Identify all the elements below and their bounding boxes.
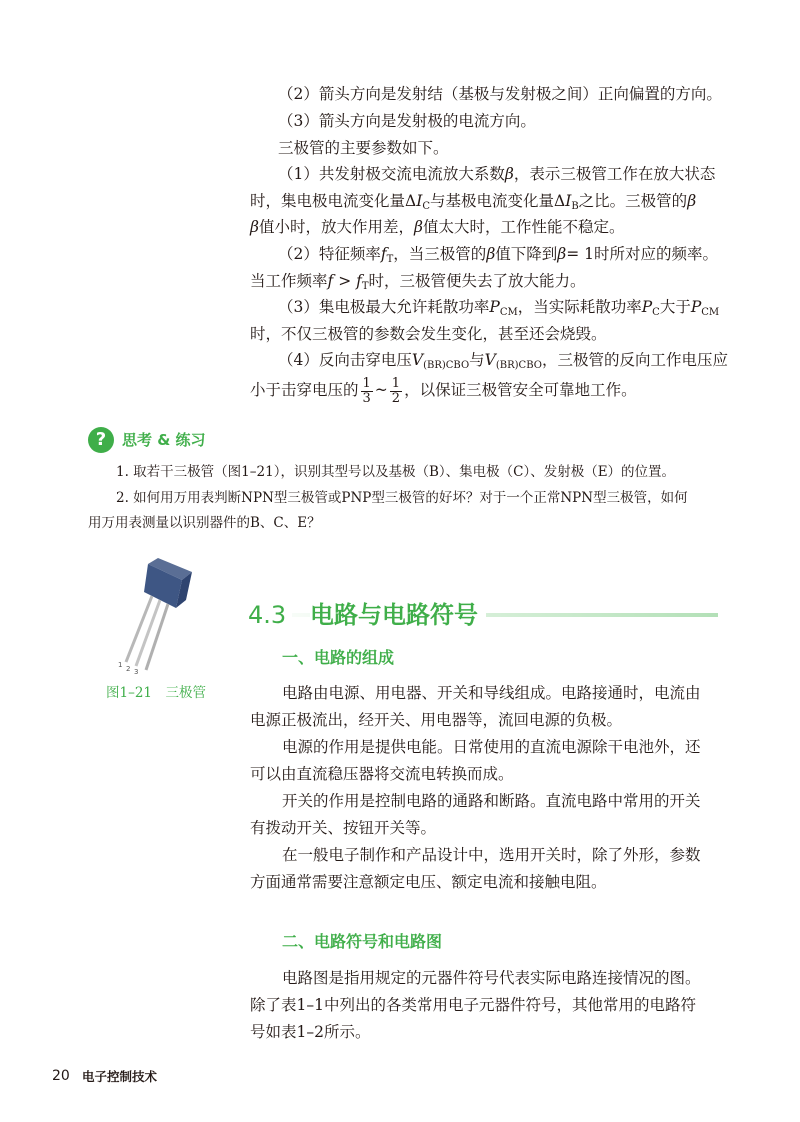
- exercise-question-2-cont: 用万用表测量以识别器件的B、C、E？: [88, 515, 321, 531]
- param-2-line-2: 当工作频率$f > f_T$时，三极管便失去了放大能力。: [250, 272, 586, 292]
- section-number: 4.3: [248, 598, 292, 632]
- exercise-question-1: 1. 取若干三极管（图1–21），识别其型号以及基极（B）、集电极（C）、发射极（E）的位置。: [116, 464, 676, 480]
- transistor-pin: [146, 604, 168, 670]
- para-line: （3）箭头方向是发射极的电流方向。: [278, 112, 536, 130]
- fraction-one-third: $\frac{1}{3}$: [362, 375, 371, 406]
- param-1-line-3: β值小时，放大作用差，β值太大时，工作性能不稳定。: [250, 218, 625, 236]
- param-1-line-2: 时，集电极电流变化量$\Delta I_C$与基极电流变化量$\Delta I_B$之比。三极管的β: [250, 192, 697, 212]
- fraction-one-half: $\frac{1}{2}$: [391, 375, 401, 406]
- exercise-question-2: 2. 如何用万用表判断NPN型三极管或PNP型三极管的好坏？对于一个正常NPN型三极管，如何: [116, 490, 688, 506]
- pin-label: 1: [118, 661, 123, 669]
- para-line: 三极管的主要参数如下。: [278, 139, 449, 157]
- para-line: （2）箭头方向是发射结（基极与发射极之间）正向偏置的方向。: [278, 85, 722, 103]
- book-title: 电子控制技术: [82, 1069, 158, 1084]
- body-line: 除了表1–1中列出的各类常用电子元器件符号，其他常用的电路符: [250, 996, 696, 1014]
- pin-label: 2: [126, 665, 131, 673]
- figure-caption: 图1–21 三极管: [106, 685, 207, 701]
- body-line: 开关的作用是控制电路的通路和断路。直流电路中常用的开关: [282, 792, 701, 810]
- body-line: 号如表1–2所示。: [250, 1023, 371, 1041]
- param-3-line-1: （3）集电极最大允许耗散功率$P_{CM}$，当实际耗散功率$P_C$大于$P_{CM}$: [278, 298, 720, 318]
- body-line: 电源的作用是提供电能。日常使用的直流电源除干电池外，还: [282, 738, 701, 756]
- body-line: 电路图是指用规定的元器件符号代表实际电路连接情况的图。: [282, 969, 701, 987]
- transistor-figure: [110, 550, 210, 675]
- param-2-line-1: （2）特征频率$f_T$，当三极管的β值下降到β= 1时所对应的频率。: [278, 245, 719, 265]
- param-4-line-2: 小于击穿电压的 $\frac{1}{3}$ ~ $\frac{1}{2}$ ，以保证三极管安全可靠地工作。: [250, 375, 637, 406]
- body-line: 方面通常需要注意额定电压、额定电流和接触电阻。: [250, 873, 607, 891]
- question-icon: ?: [88, 427, 114, 453]
- body-line: 电源正极流出，经开关、用电器等，流回电源的负极。: [250, 711, 623, 729]
- exercise-title: 思考 & 练习: [122, 431, 206, 449]
- param-4-line-1: （4）反向击穿电压$V_{(BR)CBO}$与$V_{(BR)CBO}$，三极管的反向工作电压应: [278, 351, 728, 371]
- body-line: 在一般电子制作和产品设计中，选用开关时，除了外形，参数: [282, 846, 701, 864]
- subsection-heading-1: 一、电路的组成: [282, 648, 395, 667]
- page-number: 20: [52, 1068, 70, 1084]
- pin-label: 3: [134, 668, 139, 675]
- body-line: 可以由直流稳压器将交流电转换而成。: [250, 765, 514, 783]
- body-line: 有拨动开关、按钮开关等。: [250, 819, 437, 837]
- subsection-heading-2: 二、电路符号和电路图: [282, 932, 443, 951]
- section-title: 电路与电路符号: [310, 598, 486, 632]
- param-1-line-1: （1）共发射极交流电流放大系数β，表示三极管工作在放大状态: [278, 165, 716, 183]
- body-line: 电路由电源、用电器、开关和导线组成。电路接通时，电流由: [282, 684, 701, 702]
- param-3-line-2: 时，不仅三极管的参数会发生变化，甚至还会烧毁。: [250, 325, 607, 343]
